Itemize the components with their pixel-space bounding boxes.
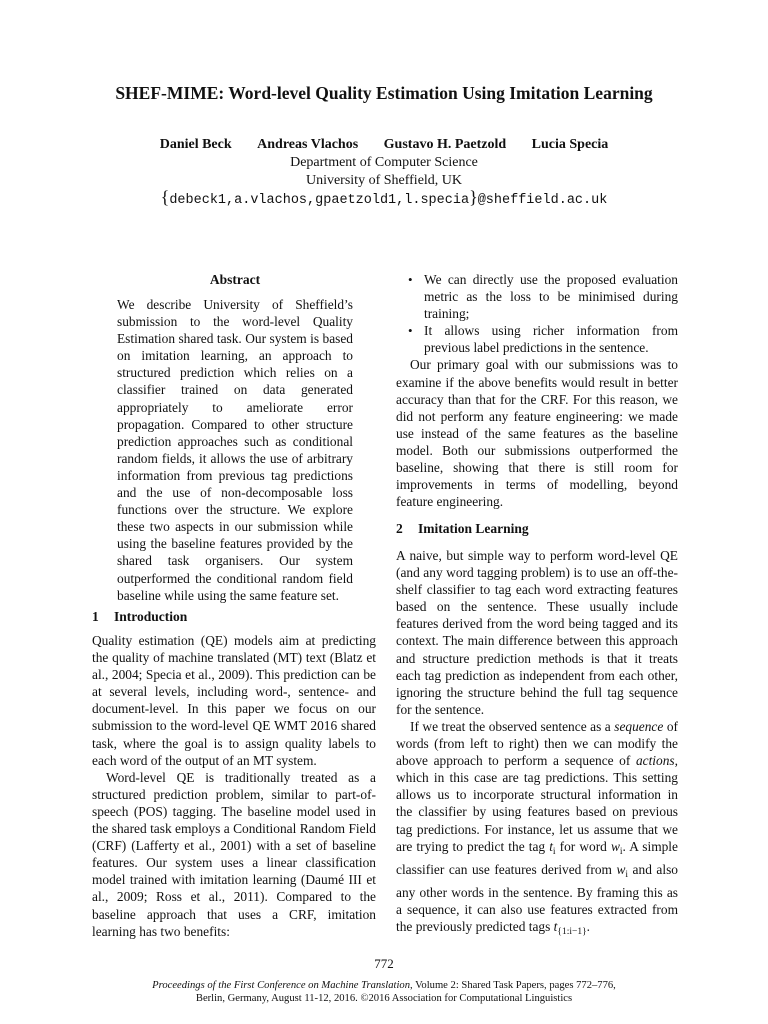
list-item-text: It allows using richer information from previous label predictions in the sentence. [424, 323, 678, 356]
section-heading-imitation-learning [396, 520, 529, 537]
text-run: , which in this case are tag predictions. This setting allows us to incorporate structural information in the classifier by using features based on previous tag predictions. For instance, let us assume that we are trying to predict the tag [396, 753, 678, 854]
section-title: Imitation Learning [418, 521, 529, 536]
math-subscript: i [625, 869, 629, 880]
email-open-brace: { [160, 187, 170, 207]
math-wi [616, 861, 629, 880]
author-name: Andreas Vlachos [257, 137, 359, 152]
author-name: Daniel Beck [159, 137, 232, 152]
math-t-seq [553, 918, 587, 937]
author-name: Lucia Specia [531, 137, 609, 152]
paragraph: A naive, but simple way to perform word-level QE (and any word tagging problem) is to use an off-the-shelf classifier to tag each word extracting features based on the sentence. These usually include features derived from the word being tagged and its context. The main difference between this approach and structure prediction methods is that it treats each tag prediction as independent from each other, ignoring the structure behind the full tag sequence for the sentence. [396, 548, 678, 717]
math-subscript: {1:i−1} [557, 926, 587, 937]
university: University of Sheffield, UK [305, 173, 463, 188]
list-item [396, 322, 678, 356]
paragraph [396, 718, 678, 941]
math-wi [610, 838, 623, 857]
emphasis-actions: actions [635, 753, 675, 769]
text-run: for word [555, 838, 611, 854]
paper-title: SHEF-MIME: Word-level Quality Estimation Using Imitation Learning [115, 83, 653, 103]
math-symbol: t [553, 918, 558, 934]
footer-citation [0, 979, 768, 1005]
footer-line-1 [0, 979, 768, 992]
bullet-icon: • [408, 323, 413, 339]
email-domain: @sheffield.ac.uk [477, 193, 608, 208]
abstract-body [117, 296, 353, 604]
math-symbol: t [549, 838, 553, 854]
bullet-icon: • [408, 272, 413, 287]
math-symbol: w [610, 838, 620, 854]
text-run: If we treat the observed sentence as a [410, 718, 615, 734]
email-close-brace: } [469, 187, 478, 207]
section-heading-introduction [92, 608, 187, 625]
section-title: Introduction [114, 609, 188, 624]
author-list [0, 136, 768, 154]
emphasis-sequence: sequence [614, 718, 664, 734]
footer-details: , Volume 2: Shared Task Papers, pages 772–776, [410, 980, 616, 991]
benefits-list [396, 271, 678, 356]
text-run: and also any other words in the sentence. By framing this as a sequence, it can also use features extracted from the previously predicted tags [396, 861, 678, 934]
abstract-heading: Abstract [209, 272, 261, 287]
abstract-text: We describe University of Sheffield’s submission to the word-level Quality Estimation shared task. Our system is based on imitation learning, an approach to structured prediction which relies on a classifier trained on data generated appropriately to ameliorate error propagation. Compared to other structure prediction approaches such as conditional random fields, it allows the use of arbitrary information from previous tag predictions and the use of non-decomposable loss functions over the structure. We explore these two aspects in our submission while using the baseline features provided by the shared task organisers. Our system outperformed the conditional random field baseline while using the same feature set. [117, 297, 353, 603]
math-subscript: i [619, 846, 623, 857]
department: Department of Computer Science [290, 155, 478, 170]
math-subscript: i [552, 846, 556, 857]
list-item-text: We can directly use the proposed evaluation metric as the loss to be minimised during training; [424, 272, 678, 322]
footer-venue: Proceedings of the First Conference on Machine Translation [152, 980, 411, 991]
paragraph: Our primary goal with our submissions was to examine if the above benefits would result in better accuracy than that for the CRF. For this reason, we did not perform any feature engineering: we made use instead of the same features as the baseline model. Both our submissions outperformed the baseline, showing that there is still room for improvements in terms of modelling, beyond feature engineering. [396, 357, 678, 510]
email-line [0, 187, 768, 211]
list-item [396, 271, 678, 322]
section-number: 1 [92, 609, 99, 624]
section-number: 2 [396, 521, 403, 536]
text-run: . [586, 918, 591, 934]
introduction-body [92, 632, 376, 940]
author-name: Gustavo H. Paetzold [383, 137, 507, 152]
right-column-top [396, 271, 678, 510]
paragraph: Word-level QE is traditionally treated as a structured prediction problem, similar to part-of-speech (POS) tagging. The baseline model used in the shared task employs a Conditional Random Field (CRF) (Lafferty et al., 2001) with a set of baseline features. Our system uses a linear classification model trained with imitation learning (Daumé III et al., 2009; Ross et al., 2011). Compared to the baseline approach that uses a CRF, imitation learning has two benefits: [92, 769, 376, 939]
page-number: 772 [374, 956, 394, 971]
email-names: debeck1,a.vlachos,gpaetzold1,l.specia [169, 193, 470, 208]
imitation-learning-body [396, 547, 678, 941]
text-run: of words (from left to right) then we can modify the above approach to perform a sequence of [396, 718, 678, 769]
math-symbol: w [616, 861, 626, 877]
footer-line-2: Berlin, Germany, August 11-12, 2016. ©2016 Association for Computational Linguistics [195, 993, 573, 1004]
text-run: . A simple classifier can use features derived from [396, 838, 678, 877]
paragraph: Quality estimation (QE) models aim at predicting the quality of machine translated (MT) text (Blatz et al., 2004; Specia et al., 2009). This prediction can be at several levels, including word-, sentence- and document-level. In this paper we focus on our submission to the word-level QE WMT 2016 shared task, where the goal is to assign quality labels to each word of the output of an MT system. [92, 633, 376, 768]
